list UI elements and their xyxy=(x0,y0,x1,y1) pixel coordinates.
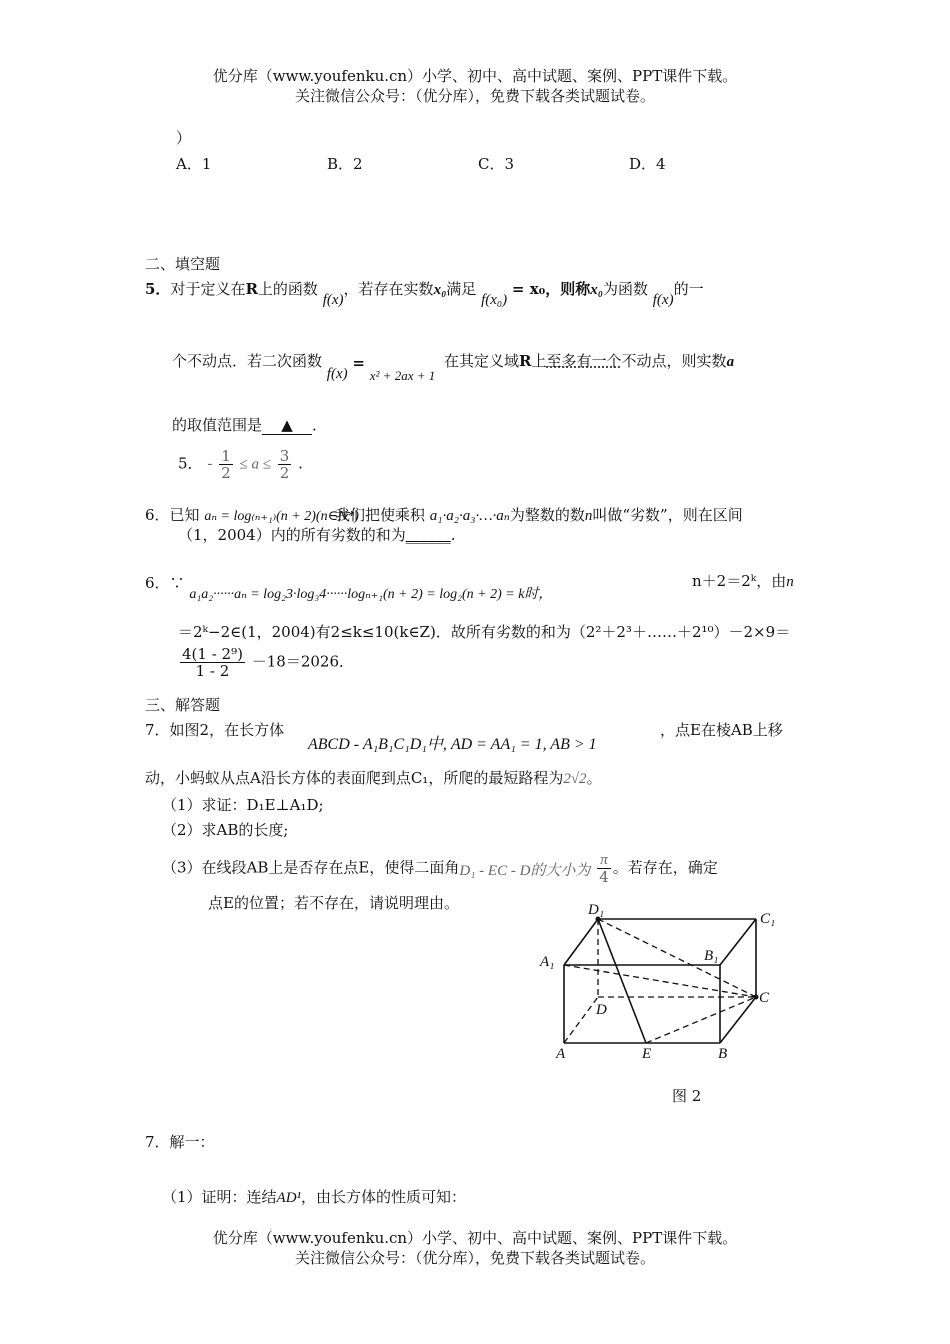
q5-line-2 xyxy=(172,350,735,383)
q7-num: 7．如图2，在长方体 xyxy=(145,721,285,739)
a5-frac-1 xyxy=(219,448,233,481)
a5-frac1-n: 1 xyxy=(221,447,231,465)
q5-t1: 对于定义在 xyxy=(170,280,246,298)
a5-frac-2 xyxy=(278,448,292,481)
q7-p3b: 。若存在，确定 xyxy=(612,858,718,877)
q5-l3a: 的取值范围是 xyxy=(172,416,263,434)
a5-frac1-d: 2 xyxy=(221,464,231,482)
q7-p3m: D₁ - EC - D的大小为 xyxy=(459,862,591,879)
hidden-edge-a1-c xyxy=(564,965,756,997)
q5-l2d: 不动点，则实数 xyxy=(621,352,727,370)
q7-part-3-cont: 点E的位置；若不存在，请说明理由。 xyxy=(208,894,459,912)
q6-t1: 我们把使乘积 xyxy=(335,506,426,524)
q4-close-paren: ） xyxy=(176,129,192,147)
q5-t4: 满足 xyxy=(446,280,477,298)
q5-x0b: x₀ xyxy=(590,282,603,298)
q5-l2eq: = xyxy=(352,354,365,372)
label-D1: D₁ xyxy=(588,902,605,918)
sol7-part-1 xyxy=(162,1186,466,1207)
a5-answer xyxy=(178,448,303,481)
figure-caption: 图 2 xyxy=(672,1087,702,1105)
label-C: C xyxy=(759,990,770,1006)
q5-l2c: 上 xyxy=(531,352,547,370)
q5-num: 5． xyxy=(145,280,171,298)
q5-l2dots: 至多有一个 xyxy=(546,352,622,370)
q7-l2a: 动，小蚂蚁从点A沿长方体的表面爬到点C₁，所爬的最短路程为 xyxy=(145,769,564,787)
edge-d1-e xyxy=(598,919,646,1043)
q5-l2b: 在其定义域 xyxy=(444,352,520,370)
q5-x0: x₀ xyxy=(433,282,447,298)
q7-condition: ABCD - A₁B₁C₁D₁中, AD = AA₁ = 1, AB > 1 xyxy=(308,736,597,753)
a6-frac-n: 4(1 - 2⁹) xyxy=(182,645,243,663)
q4-option-a: A．1 xyxy=(176,155,212,173)
a5-frac2-d: 2 xyxy=(279,464,290,482)
a6-frac xyxy=(180,646,245,679)
label-D: D xyxy=(596,1002,607,1018)
q6-an: aₙ = log₍ₙ₊₁₎(n + 2)(n∈N*) xyxy=(204,509,359,524)
sol7-p1a: （1）证明：连结 xyxy=(162,1188,277,1206)
q7-p3-frac-d: 4 xyxy=(599,868,609,886)
q4-option-c: C．3 xyxy=(478,155,515,173)
hidden-edge-d1-c xyxy=(598,919,756,997)
q7-l2v: 2√2 xyxy=(563,771,587,787)
q6-line-1-cont xyxy=(335,504,743,525)
a6-line-1-tail xyxy=(692,570,794,591)
label-C1: C₁ xyxy=(760,911,776,927)
edge-a1-d1 xyxy=(564,919,598,965)
a5-num: 5． xyxy=(178,454,203,473)
a6-frac-d: 1 - 2 xyxy=(195,662,230,680)
q7-part-3 xyxy=(162,852,718,885)
sol7-p1m: AD¹ xyxy=(276,1190,302,1206)
a6-t1: n＋2＝2ᵏ，由 xyxy=(692,572,787,590)
a6-line-3 xyxy=(178,646,354,679)
q5-l2a-var: a xyxy=(726,354,735,370)
q7-l2end: 。 xyxy=(586,769,602,787)
label-A: A xyxy=(556,1046,566,1060)
q5-l2a: 个不动点．若二次函数 xyxy=(172,352,323,370)
q5-t2: 上的函数 xyxy=(257,280,318,298)
q6-l2: （1，2004）内的所有劣数的和为 xyxy=(178,526,406,544)
q7-p3a: （3）在线段AB上是否存在点E，使得二面角 xyxy=(162,858,460,877)
a6-n: n xyxy=(786,574,794,590)
section-fill-in-title: 二、填空题 xyxy=(145,255,221,273)
a5-le-a: ≤ a ≤ xyxy=(239,456,271,473)
header-line-1: 优分库（www.youfenku.cn）小学、初中、高中试题、案例、PPT课件下载。 xyxy=(212,67,738,85)
q6-line-1 xyxy=(145,504,359,525)
a6-num: 6．∵ xyxy=(145,574,185,592)
q6-t3: 叫做“劣数”，则在区间 xyxy=(592,506,743,524)
a6-l3: －18＝2026． xyxy=(251,652,354,671)
a5-minus: - xyxy=(207,454,213,473)
q5-line-1 xyxy=(145,278,704,308)
q5-fx: f(x) xyxy=(322,292,344,308)
label-A1: A₁ xyxy=(540,954,555,970)
q5-t3: ，若存在实数 xyxy=(343,280,434,298)
q5-l2f: f(x) xyxy=(326,366,348,382)
footer-line-1: 优分库（www.youfenku.cn）小学、初中、高中试题、案例、PPT课件下载。 xyxy=(212,1229,738,1247)
sol7-title: 7．解一： xyxy=(145,1133,215,1151)
q5-answer-blank: ▲ xyxy=(262,416,312,435)
q7-t1: ，点E在棱AB上移 xyxy=(660,721,783,739)
q5-line-3 xyxy=(172,414,327,435)
a5-end: . xyxy=(298,454,303,473)
q4-option-b: B．2 xyxy=(327,155,363,173)
label-E: E xyxy=(642,1046,652,1060)
q6-blank: ______ xyxy=(405,526,451,544)
header-line-2: 关注微信公众号：（优分库），免费下载各类试题试卷。 xyxy=(294,87,655,105)
edge-b1-c1 xyxy=(720,919,756,965)
a5-frac2-n: 3 xyxy=(279,447,290,465)
q5-eq: = x₀，则称 xyxy=(511,280,591,298)
sol7-p1b: ，由长方体的性质可知： xyxy=(301,1188,467,1206)
q6-end: . xyxy=(450,526,456,544)
q6-prod: a₁·a₂·a₃·…·aₙ xyxy=(429,508,510,524)
vertex-c-dot xyxy=(754,995,759,1000)
q6-num: 6．已知 xyxy=(145,506,200,524)
q7-part-2: （2）求AB的长度; xyxy=(162,821,289,839)
q4-option-d: D．4 xyxy=(629,155,666,173)
q5-t6: 的一 xyxy=(673,280,704,298)
cuboid-figure xyxy=(530,900,790,1060)
footer-line-2: 关注微信公众号：（优分库），免费下载各类试题试卷。 xyxy=(294,1249,655,1267)
a6-line-2: ＝2ᵏ−2∈(1，2004)有2≤k≤10(k∈Z)．故所有劣数的和为（2²＋2³＋……＋2¹⁰）－2×9＝ xyxy=(178,623,791,641)
hidden-edge-a-d xyxy=(564,997,598,1043)
q6-n: n xyxy=(584,508,593,524)
q5-fx0: f(x₀) xyxy=(481,292,508,308)
q7-p3-frac xyxy=(597,852,611,885)
q5-l3end: ． xyxy=(312,416,328,434)
q6-t2: 为整数的数 xyxy=(509,506,585,524)
q5-R: R xyxy=(245,280,258,298)
a6-line-1 xyxy=(145,572,553,602)
label-B: B xyxy=(718,1046,728,1060)
q5-t5: 为函数 xyxy=(602,280,648,298)
label-B1: B₁ xyxy=(704,948,719,964)
edge-b-c xyxy=(720,997,756,1043)
q7-p3-frac-n: π xyxy=(597,852,611,869)
q6-line-2 xyxy=(178,524,456,545)
a6-expr: a₁a₂······aₙ = log₂3·log₃4······logₙ₊₁(n + 2) = log₂(n + 2) = k时， xyxy=(189,587,553,602)
q5-l2R: R xyxy=(519,352,532,370)
section-answer-title: 三、解答题 xyxy=(145,696,221,714)
q5-l2poly: x² + 2ax + 1 xyxy=(369,368,436,383)
q7-line-2 xyxy=(145,767,602,788)
hidden-edge-e-c xyxy=(646,997,756,1043)
q5-fx2: f(x) xyxy=(652,292,674,308)
q7-part-1: （1）求证：D₁E⊥A₁D; xyxy=(162,796,324,814)
